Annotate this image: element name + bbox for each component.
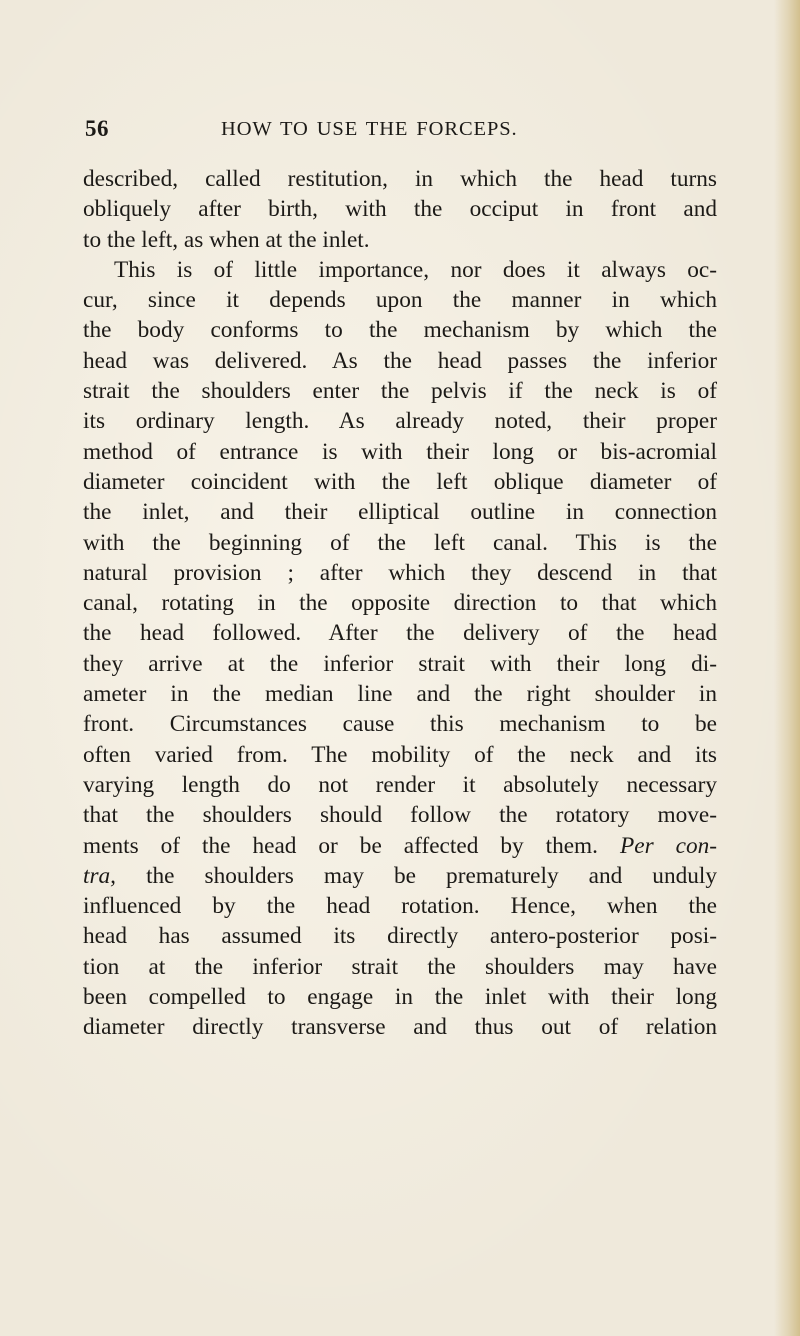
- text-line-29: diameter directly transverse and thus out of relation: [83, 1014, 717, 1041]
- text-line-12: the inlet, and their elliptical outline in connection: [83, 499, 717, 526]
- text-line-20: often varied from. The mobility of the neck and its: [83, 741, 717, 768]
- text-line-22: that the shoulders should follow the rotatory move-: [83, 802, 717, 829]
- text-line-23-roman: ments of the head or be affected by them.: [83, 832, 599, 859]
- text-line-4: This is of little importance, nor does it always oc-: [114, 256, 717, 283]
- text-line-5: cur, since it depends upon the manner in which: [83, 287, 717, 314]
- text-line-14: natural provision ; after which they descend in that: [83, 559, 717, 586]
- text-line-21: varying length do not render it absolutely necessary: [83, 771, 717, 798]
- text-line-23: [83, 831, 717, 861]
- running-title: HOW TO USE THE FORCEPS.: [221, 118, 518, 140]
- running-head: [0, 116, 800, 146]
- text-line-13: with the beginning of the left canal. This is the: [83, 529, 717, 556]
- text-line-19: front. Circumstances cause this mechanism to be: [83, 711, 717, 738]
- italic-per-con: Per con-: [620, 832, 718, 859]
- text-line-2: obliquely after birth, with the occiput in front and: [83, 196, 717, 223]
- text-line-15: canal, rotating in the opposite direction to that which: [83, 590, 717, 617]
- page-number: 56: [85, 116, 109, 141]
- text-line-1: described, called restitution, in which the head turns: [83, 166, 717, 192]
- text-line-24-roman: the shoulders may be prematurely and unduly: [146, 862, 718, 889]
- text-line-25: influenced by the head rotation. Hence, when the: [83, 893, 717, 920]
- text-line-8: strait the shoulders enter the pelvis if the neck is of: [83, 378, 717, 405]
- text-line-28: been compelled to engage in the inlet with their long: [83, 984, 717, 1011]
- text-line-18: ameter in the median line and the right shoulder in: [83, 681, 717, 708]
- body-text: [83, 164, 717, 1043]
- text-line-24: [83, 861, 717, 891]
- text-line-27: tion at the inferior strait the shoulders may have: [83, 953, 717, 980]
- text-line-3: to the left, as when at the inlet.: [83, 226, 370, 253]
- text-line-11: diameter coincident with the left oblique diameter of: [83, 468, 717, 495]
- page-edge-shadow: [774, 0, 800, 1336]
- text-line-17: they arrive at the inferior strait with their long di-: [83, 650, 717, 677]
- italic-tra: tra,: [83, 862, 117, 889]
- text-line-16: the head followed. After the delivery of the head: [83, 620, 717, 647]
- text-line-7: head was delivered. As the head passes the inferior: [83, 347, 717, 374]
- text-line-10: method of entrance is with their long or bis-acromial: [83, 438, 717, 465]
- text-line-6: the body conforms to the mechanism by which the: [83, 317, 717, 344]
- text-line-26: head has assumed its directly antero-posterior posi-: [83, 923, 717, 950]
- text-line-9: its ordinary length. As already noted, their proper: [83, 408, 717, 435]
